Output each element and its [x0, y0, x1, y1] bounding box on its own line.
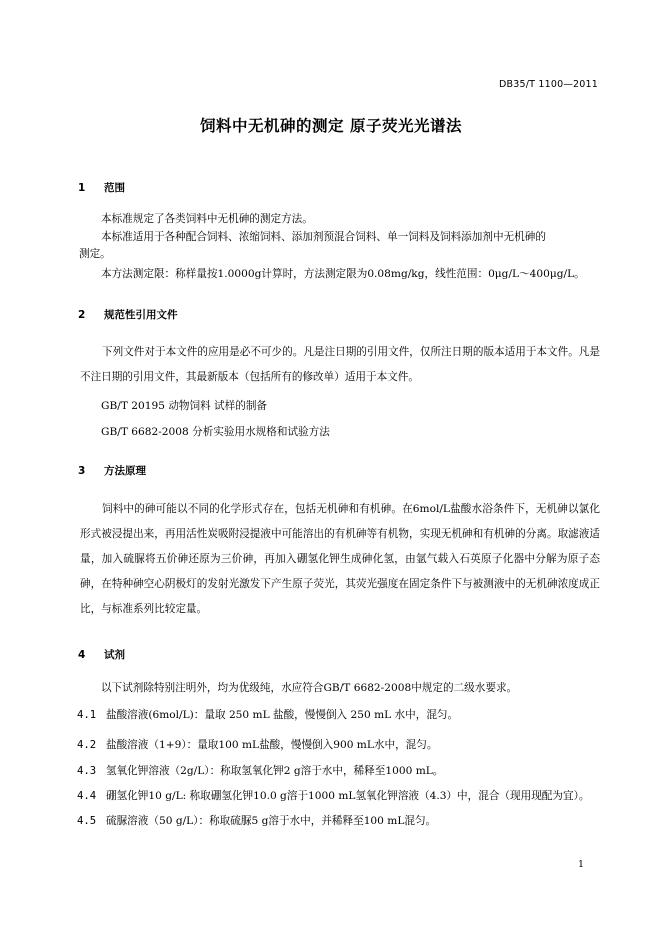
- reference-item-1: GB/T 20195 动物饲料 试样的制备: [101, 400, 268, 412]
- reagent-number: 4.4: [77, 790, 97, 802]
- page-number: 1: [577, 859, 584, 870]
- reagent-text: 硫脲溶液（50 g/L）：称取硫脲5 g溶于水中，并稀释至100 mL混匀。: [106, 815, 437, 827]
- reagent-text: 盐酸溶液(6mol/L)：量取 250 mL 盐酸，慢慢倒入 250 mL 水中，混匀。: [106, 709, 459, 721]
- scope-paragraph-2-line1: 本标准适用于各种配合饲料、浓缩饲料、添加剂预混合饲料、单一饲料及饲料添加剂中无机砷的: [101, 231, 546, 243]
- reagent-number: 4.2: [77, 739, 97, 751]
- section-title: 试剂: [104, 649, 125, 661]
- reagent-number: 4.1: [77, 709, 97, 721]
- section-3-heading: [78, 463, 146, 478]
- reagent-text: 硼氢化钾10 g/L: 称取硼氢化钾10.0 g溶于1000 mL氢氧化钾溶液（4.3）中，混合（现用现配为宜）。: [106, 790, 590, 802]
- section-title: 规范性引用文件: [104, 309, 178, 321]
- reagent-text: 盐酸溶液（1+9）：量取100 mL盐酸，慢慢倒入900 mL水中，混匀。: [106, 739, 438, 751]
- reagent-item: [77, 763, 443, 779]
- scope-paragraph-3: 本方法测定限：称样量按1.0000g计算时，方法测定限为0.08mg/kg，线性范围：0μg/L～400μg/L。: [101, 268, 585, 280]
- section-number: 4: [78, 649, 86, 661]
- section-2-heading: [78, 307, 178, 322]
- section-title: 方法原理: [104, 465, 146, 477]
- section-number: 2: [78, 309, 86, 321]
- document-title: 饲料中无机砷的测定 原子荧光光谱法: [200, 117, 462, 135]
- reagent-item: [77, 737, 437, 753]
- section-number: 1: [78, 182, 86, 194]
- section-number: 3: [78, 465, 86, 477]
- section-4-heading: [78, 647, 125, 662]
- section-title: 范围: [104, 182, 125, 194]
- reagent-text: 氢氧化钾溶液（2g/L）：称取氢氧化钾2 g溶于水中，稀释至1000 mL。: [106, 765, 444, 777]
- reagent-item: [77, 813, 436, 829]
- reagent-number: 4.3: [77, 765, 97, 777]
- scope-paragraph-2-line2: 测定。: [79, 248, 111, 260]
- reference-item-2: GB/T 6682-2008 分析实验用水规格和试验方法: [101, 426, 330, 438]
- principle-paragraph: 饲料中的砷可能以不同的化学形式存在，包括无机砷和有机砷。在6mol/L盐酸水浴条件下，无机砷以氯化形式被浸提出来，再用活性炭吸附浸提液中可能溶出的有机砷等有机物，实现无机砷和有机砷的分离。取滤液适量，加入硫脲将五价砷还原为三价砷，再加入硼氢化钾生成砷化氢，由氩气载入石英原子化器中分解为原子态砷，在特种砷空心阴极灯的发射光激发下产生原子荧光，其荧光强度在固定条件下与被测液中的无机砷浓度成正比，与标准系列比较定量。: [80, 503, 600, 615]
- standard-code: DB35/T 1100—2011: [499, 79, 598, 90]
- reagent-number: 4.5: [77, 815, 97, 827]
- normative-references-intro: 下列文件对于本文件的应用是必不可少的。凡是注日期的引用文件，仅所注日期的版本适用于本文件。凡是不注日期的引用文件，其最新版本（包括所有的修改单）适用于本文件。: [80, 346, 600, 383]
- scope-paragraph-1: 本标准规定了各类饲料中无机砷的测定方法。: [101, 213, 313, 225]
- section-1-heading: [78, 180, 125, 195]
- reagent-item: [77, 707, 458, 723]
- reagent-item: [77, 788, 589, 804]
- reagents-intro: 以下试剂除特别注明外，均为优级纯，水应符合GB/T 6682-2008中规定的二级水要求。: [101, 682, 518, 694]
